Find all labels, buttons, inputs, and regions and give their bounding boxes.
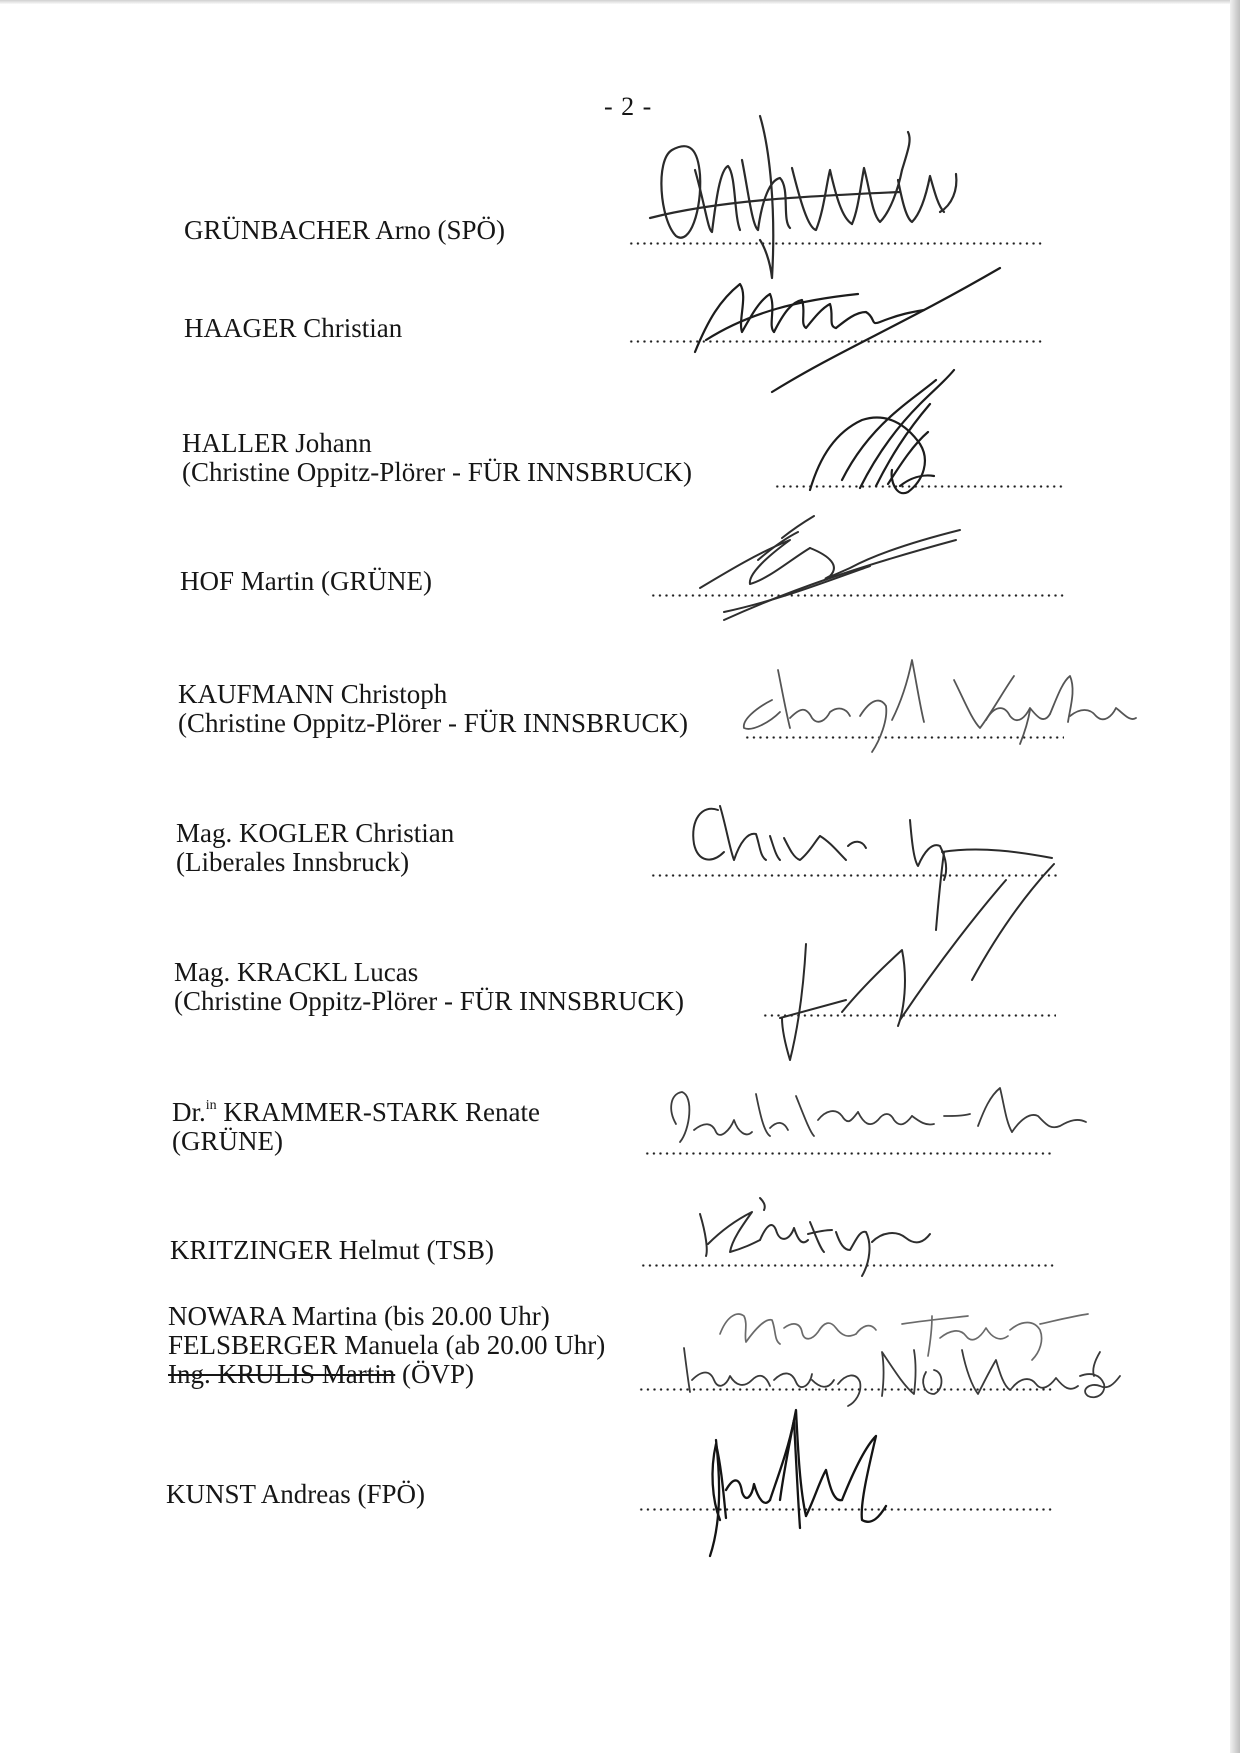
signatory-entry-haager <box>184 314 402 343</box>
signature-line <box>638 1508 1052 1511</box>
academic-title-suffix: in <box>205 1098 217 1113</box>
signatory-entry-oevp <box>168 1302 605 1389</box>
signature-line <box>644 1152 1054 1155</box>
signature-line <box>774 485 1064 488</box>
signatory-affiliation: (GRÜNE) <box>172 1126 283 1156</box>
signatory-name: FELSBERGER Manuela (ab 20.00 Uhr) <box>168 1330 606 1360</box>
signatory-entry-haller <box>182 429 692 487</box>
signatory-entry-gruenbacher <box>184 216 505 245</box>
signatory-affiliation: (Christine Oppitz-Plörer - FÜR INNSBRUCK) <box>178 708 688 738</box>
signature-line <box>640 1264 1054 1267</box>
signature-nowara <box>684 1348 1120 1406</box>
signature-felsberger <box>720 1314 1088 1360</box>
academic-title: Dr. <box>172 1097 206 1127</box>
signatory-affiliation: (Christine Oppitz-Plörer - FÜR INNSBRUCK) <box>174 986 684 1016</box>
signature-hof <box>700 516 960 620</box>
signature-kunst <box>710 1410 886 1556</box>
signature-line <box>628 340 1044 343</box>
signature-line <box>744 736 1064 739</box>
struck-signatory-name: Ing. KRULIS Martin <box>168 1359 396 1389</box>
signatory-affiliation: (Liberales Innsbruck) <box>176 847 410 877</box>
signatory-entry-krammer-stark <box>172 1098 540 1156</box>
signatory-entry-kunst <box>166 1480 425 1509</box>
scan-edge-right <box>1230 0 1240 1753</box>
party-label: (ÖVP) <box>395 1359 474 1389</box>
scan-edge-top <box>0 0 1240 4</box>
signatory-affiliation: (Christine Oppitz-Plörer - FÜR INNSBRUCK) <box>182 457 692 487</box>
signatory-entry-krackl <box>174 958 684 1016</box>
signature-krammer-stark <box>671 1088 1086 1142</box>
page-number: - 2 - <box>604 92 653 121</box>
signatory-entry-hof <box>180 567 432 596</box>
signatory-name: HALLER Johann <box>182 428 372 458</box>
signatory-name: NOWARA Martina (bis 20.00 Uhr) <box>168 1301 550 1331</box>
signatory-name: KAUFMANN Christoph <box>178 679 448 709</box>
signatory-name: KRITZINGER Helmut (TSB) <box>170 1235 494 1265</box>
signature-line <box>650 594 1064 597</box>
signatory-entry-kritzinger <box>170 1236 494 1265</box>
signatory-name: HOF Martin (GRÜNE) <box>180 566 432 596</box>
signature-haager <box>695 268 1000 392</box>
signature-line <box>628 242 1044 245</box>
signature-line <box>762 1014 1056 1017</box>
signatory-name: Mag. KOGLER Christian <box>176 818 455 848</box>
signatory-name: HAAGER Christian <box>184 313 403 343</box>
signature-kogler <box>693 806 1054 980</box>
signatory-entry-kaufmann <box>178 680 688 738</box>
signatory-name: Mag. KRACKL Lucas <box>174 957 419 987</box>
signatory-name: GRÜNBACHER Arno (SPÖ) <box>184 215 506 245</box>
signature-line <box>650 874 1060 877</box>
signatory-name: KUNST Andreas (FPÖ) <box>166 1479 426 1509</box>
signature-krackl <box>780 880 1006 1060</box>
signature-line <box>638 1388 1054 1391</box>
signatory-name: KRAMMER-STARK Renate <box>223 1097 540 1127</box>
signatory-entry-kogler <box>176 819 454 877</box>
signature-gruenbacher <box>650 116 956 278</box>
signature-haller <box>810 370 954 493</box>
